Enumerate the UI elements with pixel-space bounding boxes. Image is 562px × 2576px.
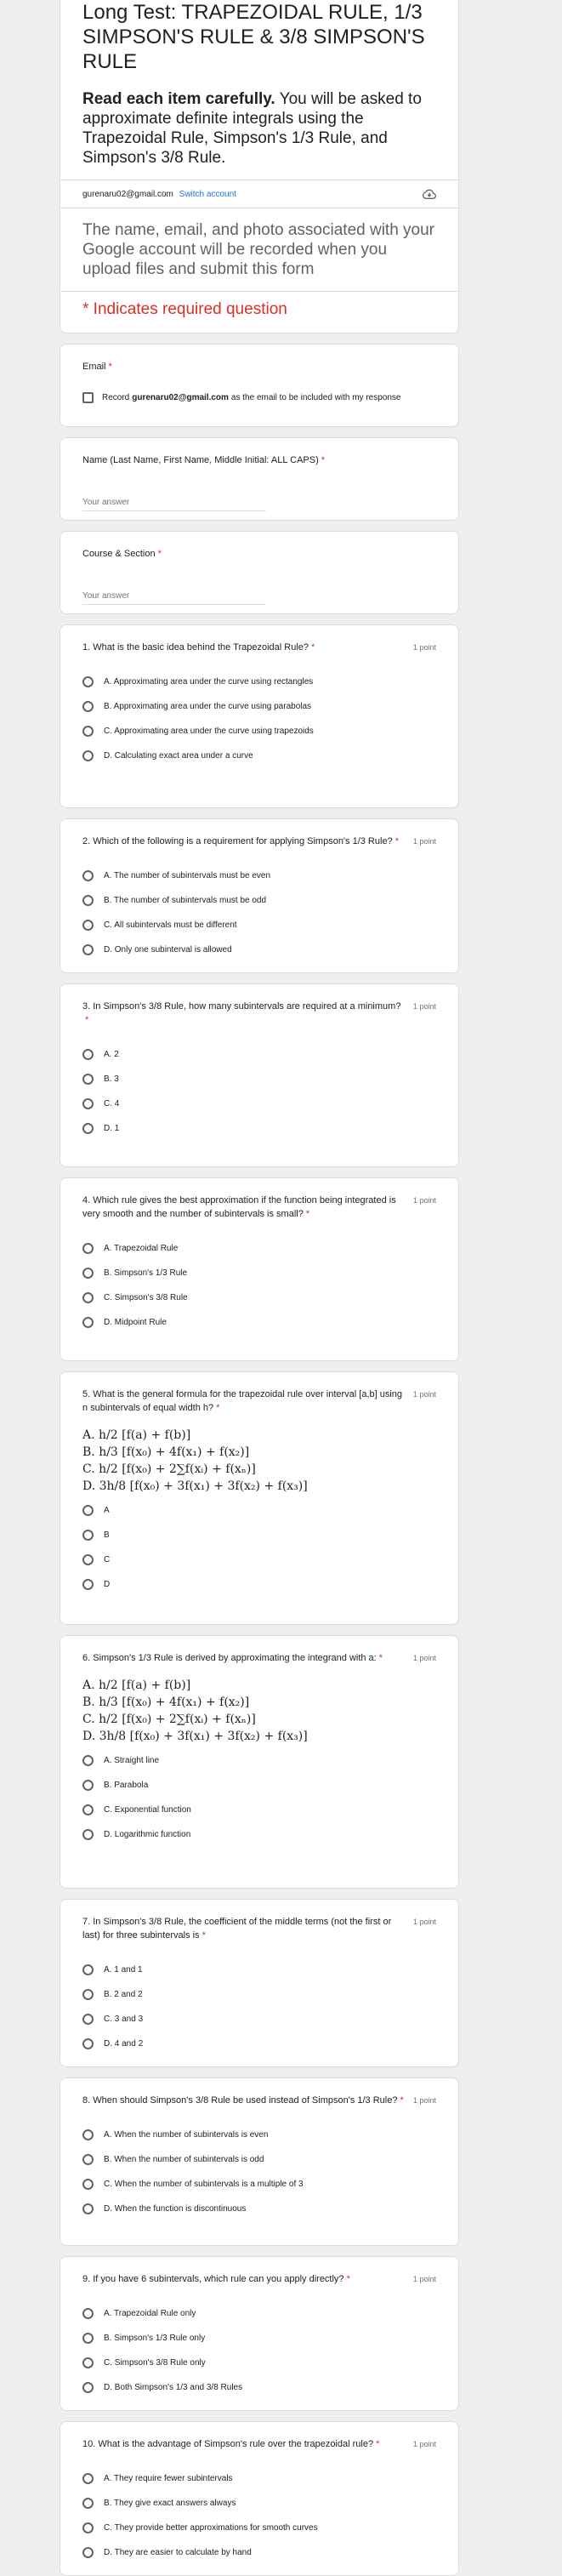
radio-button[interactable] bbox=[82, 1554, 94, 1565]
option-row[interactable] bbox=[82, 1498, 436, 1523]
radio-button[interactable] bbox=[82, 2473, 94, 2484]
option-label: C bbox=[104, 1555, 111, 1564]
formula-line: B. h/3 [f(x₀) + 4f(x₁) + f(x₂)] bbox=[82, 1445, 250, 1459]
radio-button[interactable] bbox=[82, 2014, 94, 2025]
record-email-checkbox[interactable] bbox=[82, 392, 94, 403]
formula-line: A. h/2 [f(a) + f(b)] bbox=[82, 1428, 191, 1442]
option-row[interactable] bbox=[82, 1982, 436, 2007]
radio-button[interactable] bbox=[82, 1049, 94, 1060]
option-label: A. Approximating area under the curve using rectangles bbox=[104, 677, 314, 687]
radio-button[interactable] bbox=[82, 944, 94, 955]
option-label: D. Calculating exact area under a curve bbox=[104, 751, 253, 761]
option-row[interactable] bbox=[82, 1091, 436, 1116]
account-row bbox=[60, 189, 458, 199]
radio-button[interactable] bbox=[82, 2308, 94, 2319]
question-card-4: 4. Which rule gives the best approximation if the function being integrated is very smooth and the number of subintervals is small? * 1 point A. Trapezoidal Rule B. Simpson's 1/3 Rule C. Simpson's 3/8 Rule D. Midpoint Rule bbox=[60, 1177, 459, 1361]
form-header-card bbox=[60, 0, 459, 333]
radio-button[interactable] bbox=[82, 2333, 94, 2344]
radio-button[interactable] bbox=[82, 2522, 94, 2533]
switch-account-link[interactable]: Switch account bbox=[179, 189, 236, 199]
option-label: D. They are easier to calculate by hand bbox=[104, 2548, 252, 2557]
option-row[interactable] bbox=[82, 719, 436, 744]
radio-button[interactable] bbox=[82, 750, 94, 761]
option-label: D. 1 bbox=[104, 1124, 120, 1133]
option-label: B. 2 and 2 bbox=[104, 1990, 143, 1999]
question-points: 1 point bbox=[412, 2440, 436, 2448]
formula-line: C. h/2 [f(x₀) + 2∑f(xᵢ) + f(xₙ)] bbox=[82, 1462, 256, 1476]
question-title: 1. What is the basic idea behind the Trapezoidal Rule? bbox=[82, 642, 309, 653]
question-card-3: 3. In Simpson's 3/8 Rule, how many subintervals are required at a minimum?* 1 point A. 2 B. 3 C. 4 D. 1 bbox=[60, 983, 459, 1167]
option-row[interactable] bbox=[82, 1547, 436, 1572]
question-points: 1 point bbox=[412, 1390, 436, 1399]
option-row[interactable] bbox=[82, 2326, 436, 2351]
option-row[interactable] bbox=[82, 1236, 436, 1261]
question-title: 8. When should Simpson's 3/8 Rule be used instead of Simpson's 1/3 Rule? bbox=[82, 2095, 398, 2106]
account-email: gurenaru02@gmail.com bbox=[82, 189, 173, 199]
formula-list bbox=[82, 1427, 436, 1495]
option-row[interactable] bbox=[82, 938, 436, 962]
radio-button[interactable] bbox=[82, 870, 94, 881]
option-row[interactable] bbox=[82, 2147, 436, 2172]
option-label: D. When the function is discontinuous bbox=[104, 2204, 247, 2214]
question-list bbox=[60, 624, 459, 2576]
radio-button[interactable] bbox=[82, 895, 94, 906]
option-label: A. When the number of subintervals is even bbox=[104, 2130, 269, 2140]
option-label: B. When the number of subintervals is odd bbox=[104, 2155, 264, 2164]
option-row[interactable] bbox=[82, 913, 436, 938]
option-label: B. They give exact answers always bbox=[104, 2499, 236, 2508]
radio-button[interactable] bbox=[82, 1074, 94, 1085]
question-card-1: 1. What is the basic idea behind the Trapezoidal Rule? * 1 point A. Approximating area under the curve using rectangles B. Approximating area under the curve using parabolas C. Approximating area under the curve using trapezoids D. Calculating exact area under a curve bbox=[60, 624, 459, 808]
formula-list bbox=[82, 1677, 436, 1745]
form-description-bold: Read each item carefully. bbox=[82, 90, 275, 108]
question-card-6: 6. Simpson's 1/3 Rule is derived by approximating the integrand with a: * 1 point A. h/2 [f(a) + f(b)] B. h/3 [f(x₀) + 4f(x₁) + f(x₂)] C. h/2 [f(x₀) + 2∑f(xᵢ) + f(xₙ)] D. 3h/8 [f(x₀) + 3f(x₁) + 3f(x₂) + f(x₃)] A. Straight line B. Parabola C. Exponential function D. Logarithmic function bbox=[60, 1635, 459, 1889]
option-row[interactable] bbox=[82, 1261, 436, 1285]
radio-button[interactable] bbox=[82, 2179, 94, 2190]
radio-button[interactable] bbox=[82, 701, 94, 712]
option-label: C. They provide better approximations for smooth curves bbox=[104, 2523, 318, 2533]
question-card-9: 9. If you have 6 subintervals, which rule can you apply directly? * 1 point A. Trapezoidal Rule only B. Simpson's 1/3 Rule only C. Simpson's 3/8 Rule only D. Both Simpson's 1/3 and 3/8 Rules bbox=[60, 2256, 459, 2411]
option-row[interactable] bbox=[82, 1572, 436, 1597]
option-row[interactable] bbox=[82, 1773, 436, 1798]
question-title: 6. Simpson's 1/3 Rule is derived by approximating the integrand with a: bbox=[82, 1653, 377, 1663]
email-question-card: Email * Record gurenaru02@gmail.com as the email to be included with my response bbox=[60, 344, 459, 427]
option-row[interactable] bbox=[82, 2351, 436, 2375]
option-label: D. Logarithmic function bbox=[104, 1830, 191, 1839]
form-description-text: You will be asked to approximate definite integrals using the Trapezoidal Rule, Simpson's 1/3 Rule, and Simpson's 3/8 Rule. bbox=[82, 90, 422, 167]
question-points: 1 point bbox=[412, 1196, 436, 1205]
option-label: B. Parabola bbox=[104, 1781, 149, 1790]
option-label: C. Simpson's 3/8 Rule bbox=[104, 1293, 188, 1302]
option-row[interactable] bbox=[82, 2466, 436, 2491]
option-row[interactable] bbox=[82, 670, 436, 694]
radio-button[interactable] bbox=[82, 2382, 94, 2393]
option-label: C. 3 and 3 bbox=[104, 2015, 144, 2024]
question-points: 1 point bbox=[412, 2096, 436, 2105]
option-row[interactable] bbox=[82, 1042, 436, 1067]
record-email: gurenaru02@gmail.com bbox=[132, 393, 229, 402]
radio-button[interactable] bbox=[82, 920, 94, 931]
formula-line: A. h/2 [f(a) + f(b)] bbox=[82, 1678, 191, 1692]
question-points: 1 point bbox=[412, 1002, 436, 1011]
option-label: A bbox=[104, 1506, 110, 1515]
option-label: C. Simpson's 3/8 Rule only bbox=[104, 2358, 206, 2368]
option-row[interactable] bbox=[82, 2123, 436, 2147]
option-row[interactable] bbox=[82, 2172, 436, 2197]
option-row[interactable] bbox=[82, 2516, 436, 2540]
radio-button[interactable] bbox=[82, 1098, 94, 1109]
option-row[interactable] bbox=[82, 2301, 436, 2326]
radio-button[interactable] bbox=[82, 1804, 94, 1815]
option-label: D. Midpoint Rule bbox=[104, 1318, 167, 1327]
question-card-5: 5. What is the general formula for the trapezoidal rule over interval [a,b] using n subintervals of equal width h? * 1 point A. h/2 [f(a) + f(b)] B. h/3 [f(x₀) + 4f(x₁) + f(x₂)] C. h/2 [f(x₀) + 2∑f(xᵢ) + f(xₙ)] D. 3h/8 [f(x₀) + 3f(x₁) + 3f(x₂) + f(x₃)] A B C D bbox=[60, 1371, 459, 1625]
radio-button[interactable] bbox=[82, 1579, 94, 1590]
option-label: B. Simpson's 1/3 Rule bbox=[104, 1268, 188, 1278]
option-row[interactable] bbox=[82, 1285, 436, 1310]
radio-button[interactable] bbox=[82, 2498, 94, 2509]
option-row[interactable] bbox=[82, 694, 436, 719]
option-label: B bbox=[104, 1530, 110, 1540]
radio-button[interactable] bbox=[82, 1829, 94, 1840]
option-row[interactable] bbox=[82, 1822, 436, 1847]
option-row[interactable] bbox=[82, 1748, 436, 1773]
option-label: A. They require fewer subintervals bbox=[104, 2474, 233, 2483]
option-row[interactable] bbox=[82, 2197, 436, 2221]
option-label: B. 3 bbox=[104, 1074, 119, 1084]
option-row[interactable] bbox=[82, 1798, 436, 1822]
radio-button[interactable] bbox=[82, 1780, 94, 1791]
radio-button[interactable] bbox=[82, 1755, 94, 1766]
option-row[interactable] bbox=[82, 744, 436, 768]
option-row[interactable] bbox=[82, 863, 436, 888]
question-points: 1 point bbox=[412, 837, 436, 846]
option-row[interactable] bbox=[82, 888, 436, 913]
cloud-icon bbox=[423, 189, 436, 199]
option-row[interactable] bbox=[82, 2540, 436, 2565]
option-row[interactable] bbox=[82, 1523, 436, 1547]
email-label: Email bbox=[82, 362, 106, 372]
name-label: Name (Last Name, First Name, Middle Initial: ALL CAPS) bbox=[82, 455, 319, 465]
option-label: A. 1 and 1 bbox=[104, 1965, 143, 1975]
radio-button[interactable] bbox=[82, 1268, 94, 1279]
radio-button[interactable] bbox=[82, 1292, 94, 1303]
record-suffix: as the email to be included with my response bbox=[230, 393, 401, 402]
radio-button[interactable] bbox=[82, 1243, 94, 1254]
radio-button[interactable] bbox=[82, 1123, 94, 1134]
question-title: 3. In Simpson's 3/8 Rule, how many subintervals are required at a minimum? bbox=[82, 1001, 401, 1012]
option-label: A. Trapezoidal Rule bbox=[104, 1244, 179, 1253]
radio-button[interactable] bbox=[82, 2547, 94, 2558]
form-title: Long Test: TRAPEZOIDAL RULE, 1/3 SIMPSON'S RULE & 3/8 SIMPSON'S RULE bbox=[82, 1, 425, 73]
option-row[interactable] bbox=[82, 2032, 436, 2056]
option-row[interactable] bbox=[82, 2491, 436, 2516]
formula-line: D. 3h/8 [f(x₀) + 3f(x₁) + 3f(x₂) + f(x₃)] bbox=[82, 1730, 308, 1743]
form-description bbox=[82, 89, 436, 168]
course-question-card: Course & Section * Your answer bbox=[60, 531, 459, 614]
course-input[interactable]: Your answer bbox=[82, 591, 266, 605]
radio-button[interactable] bbox=[82, 2203, 94, 2214]
option-label: C. Approximating area under the curve using trapezoids bbox=[104, 727, 314, 736]
name-question-card: Name (Last Name, First Name, Middle Initial: ALL CAPS) * Your answer bbox=[60, 437, 459, 521]
option-label: D. 4 and 2 bbox=[104, 2039, 144, 2049]
radio-button[interactable] bbox=[82, 2038, 94, 2049]
record-prefix: Record bbox=[102, 393, 130, 402]
question-title: 2. Which of the following is a requirement for applying Simpson's 1/3 Rule? bbox=[82, 836, 393, 846]
question-points: 1 point bbox=[412, 1918, 436, 1926]
question-title: 7. In Simpson's 3/8 Rule, the coefficient of the middle terms (not the first or last) for three subintervals is bbox=[82, 1917, 392, 1941]
option-label: A. The number of subintervals must be even bbox=[104, 871, 271, 881]
option-label: C. Exponential function bbox=[104, 1805, 191, 1815]
radio-button[interactable] bbox=[82, 2154, 94, 2165]
question-title: 5. What is the general formula for the trapezoidal rule over interval [a,b] using n subintervals of equal width h? bbox=[82, 1389, 403, 1413]
option-row[interactable] bbox=[82, 2375, 436, 2400]
name-input[interactable]: Your answer bbox=[82, 498, 266, 511]
question-points: 1 point bbox=[412, 1654, 436, 1662]
option-label: C. All subintervals must be different bbox=[104, 920, 237, 930]
formula-line: D. 3h/8 [f(x₀) + 3f(x₁) + 3f(x₂) + f(x₃)] bbox=[82, 1479, 308, 1493]
question-points: 1 point bbox=[412, 643, 436, 652]
option-label: A. Straight line bbox=[104, 1756, 160, 1765]
question-points: 1 point bbox=[412, 2275, 436, 2283]
course-label: Course & Section bbox=[82, 549, 156, 559]
privacy-notice: The name, email, and photo associated with your Google account will be recorded when you upload files and submit this form bbox=[82, 221, 435, 278]
option-label: D. Both Simpson's 1/3 and 3/8 Rules bbox=[104, 2383, 243, 2392]
option-label: B. Simpson's 1/3 Rule only bbox=[104, 2334, 206, 2343]
question-card-10: 10. What is the advantage of Simpson's rule over the trapezoidal rule? * 1 point A. They require fewer subintervals B. They give exact answers always C. They provide better approximations for smooth curves D. They are easier to calculate by hand bbox=[60, 2421, 459, 2576]
radio-button[interactable] bbox=[82, 2129, 94, 2140]
radio-button[interactable] bbox=[82, 676, 94, 687]
option-row[interactable] bbox=[82, 1067, 436, 1091]
option-label: A. 2 bbox=[104, 1050, 119, 1059]
formula-line: B. h/3 [f(x₀) + 4f(x₁) + f(x₂)] bbox=[82, 1695, 250, 1709]
option-label: D bbox=[104, 1580, 111, 1589]
option-row[interactable] bbox=[82, 2007, 436, 2032]
radio-button[interactable] bbox=[82, 1530, 94, 1541]
option-label: B. Approximating area under the curve using parabolas bbox=[104, 702, 312, 711]
question-title: 9. If you have 6 subintervals, which rule can you apply directly? bbox=[82, 2274, 344, 2284]
option-label: A. Trapezoidal Rule only bbox=[104, 2309, 196, 2318]
question-title: 4. Which rule gives the best approximation if the function being integrated is very smooth and the number of subintervals is small? bbox=[82, 1195, 396, 1219]
question-title: 10. What is the advantage of Simpson's rule over the trapezoidal rule? bbox=[82, 2439, 374, 2449]
option-label: B. The number of subintervals must be odd bbox=[104, 896, 267, 905]
option-row[interactable] bbox=[82, 1116, 436, 1141]
radio-button[interactable] bbox=[82, 1964, 94, 1975]
option-row[interactable] bbox=[82, 1310, 436, 1335]
radio-button[interactable] bbox=[82, 1317, 94, 1328]
option-label: D. Only one subinterval is allowed bbox=[104, 945, 232, 955]
option-label: C. 4 bbox=[104, 1099, 120, 1108]
option-label: C. When the number of subintervals is a multiple of 3 bbox=[104, 2180, 304, 2189]
radio-button[interactable] bbox=[82, 1505, 94, 1516]
required-note: * Indicates required question bbox=[82, 300, 287, 318]
radio-button[interactable] bbox=[82, 2357, 94, 2368]
question-card-8: 8. When should Simpson's 3/8 Rule be used instead of Simpson's 1/3 Rule? * 1 point A. When the number of subintervals is even B. When the number of subintervals is odd C. When the number of subintervals is a multiple of 3 D. When the function is discontinuous bbox=[60, 2077, 459, 2246]
radio-button[interactable] bbox=[82, 1989, 94, 2000]
option-row[interactable] bbox=[82, 1958, 436, 1982]
question-card-2: 2. Which of the following is a requirement for applying Simpson's 1/3 Rule? * 1 point A. The number of subintervals must be even B. The number of subintervals must be odd C. All subintervals must be different D. Only one subinterval is allowed bbox=[60, 818, 459, 973]
form-container bbox=[60, 0, 459, 2576]
radio-button[interactable] bbox=[82, 726, 94, 737]
formula-line: C. h/2 [f(x₀) + 2∑f(xᵢ) + f(xₙ)] bbox=[82, 1713, 256, 1726]
question-card-7: 7. In Simpson's 3/8 Rule, the coefficient of the middle terms (not the first or last) for three subintervals is * 1 point A. 1 and 1 B. 2 and 2 C. 3 and 3 D. 4 and 2 bbox=[60, 1899, 459, 2067]
